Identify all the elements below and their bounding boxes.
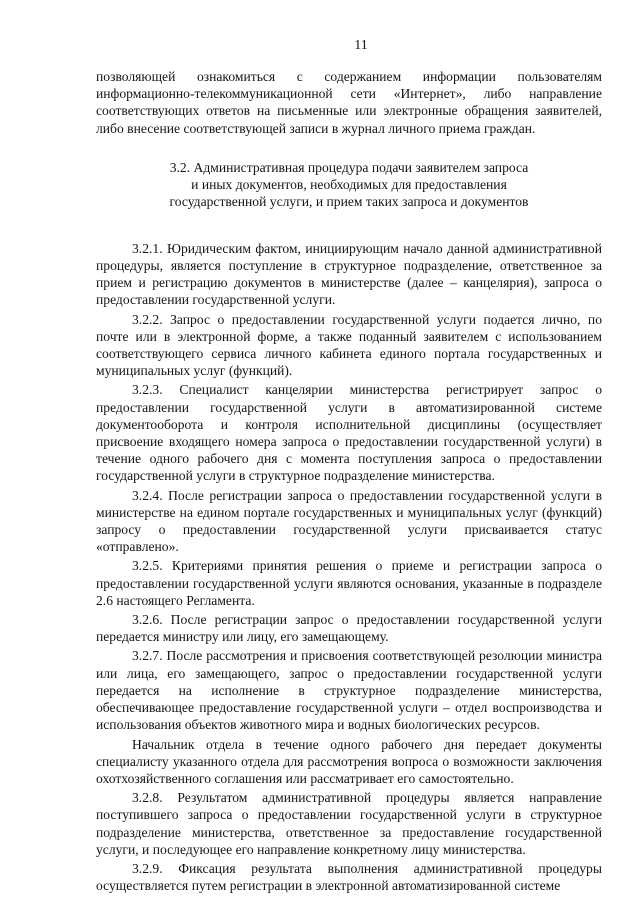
paragraph-3-2-6: 3.2.6. После регистрации запрос о предоставлении государственной услуги передается министру или лицу, его замещающему. (96, 612, 602, 645)
paragraph-3-2-8: 3.2.8. Результатом административной процедуры является направление поступившего запроса о предоставлении государственной услуги в структурное подразделение министерства, ответственное за предоставление государственной услуги, и последующее его направление конкретному лицу министерства. (96, 790, 602, 857)
section-title-line-3: государственной услуги, и прием таких запроса и документов (169, 193, 529, 209)
intro-paragraph: позволяющей ознакомиться с содержанием информации пользователям информационно-телекоммуникационной сети «Интернет», либо направление соответствующих ответов на письменные или электронные обращения заявителей, либо внесение соответствующей записи в журнал личного приема граждан. (96, 69, 602, 136)
paragraph-department-head: Начальник отдела в течение одного рабочего дня передает документы специалисту указанного отдела для рассмотрения вопроса о возможности заключения охотхозяйственного соглашения или рассматривает его самостоятельно. (96, 736, 602, 786)
section-title-line-1: 3.2. Административная процедура подачи заявителем запроса (169, 159, 529, 175)
page-number: 11 (354, 38, 368, 53)
paragraph-3-2-1: 3.2.1. Юридическим фактом, инициирующим начало данной административной процедуры, является поступление в структурное подразделение, ответственное за прием и регистрацию документов в министерстве (далее – канцелярия), запроса о предоставлении государственной услуги. (96, 240, 602, 308)
paragraph-3-2-7: 3.2.7. После рассмотрения и присвоения соответствующей резолюции министра или лица, его замещающего, запрос о предоставлении государственной услуги передается на исполнение в структурное подразделение министерства, обеспечивающее предоставление государственной услуги – отдел воспроизводства и использования объектов животного мира и водных биологических ресурсов. (96, 648, 602, 733)
section-title (96, 159, 602, 210)
section-title-line-2: и иных документов, необходимых для предоставления (191, 176, 507, 192)
paragraph-3-2-9: 3.2.9. Фиксация результата выполнения административной процедуры осуществляется путем регистрации в электронной автоматизированной системе (96, 860, 602, 894)
paragraph-3-2-4: 3.2.4. После регистрации запроса о предоставлении государственной услуги в министерстве на едином портале государственных и муниципальных услуг (функций) запросу о предоставлении государственной услуги присваивается статус «отправлено». (96, 487, 602, 555)
paragraph-3-2-5: 3.2.5. Критериями принятия решения о приеме и регистрации запроса о предоставлении государственной услуги являются основания, указанные в подразделе 2.6 настоящего Регламента. (96, 558, 602, 608)
paragraph-3-2-3: 3.2.3. Специалист канцелярии министерства регистрирует запрос о предоставлении государственной услуги в автоматизированной системе документооборота и контроля исполнительной дисциплины (осуществляет присвоение входящего номера запроса о предоставлении государственной услуги) в течение одного рабочего дня с момента поступления запроса о предоставлении государственной услуги в структурное подразделение министерства. (96, 382, 602, 484)
paragraph-3-2-2: 3.2.2. Запрос о предоставлении государственной услуги подается лично, по почте или в электронной форме, а также поданный заявителем с использованием соответствующего сервиса личного кабинета единого портала государственных и муниципальных услуг (функций). (96, 311, 602, 379)
